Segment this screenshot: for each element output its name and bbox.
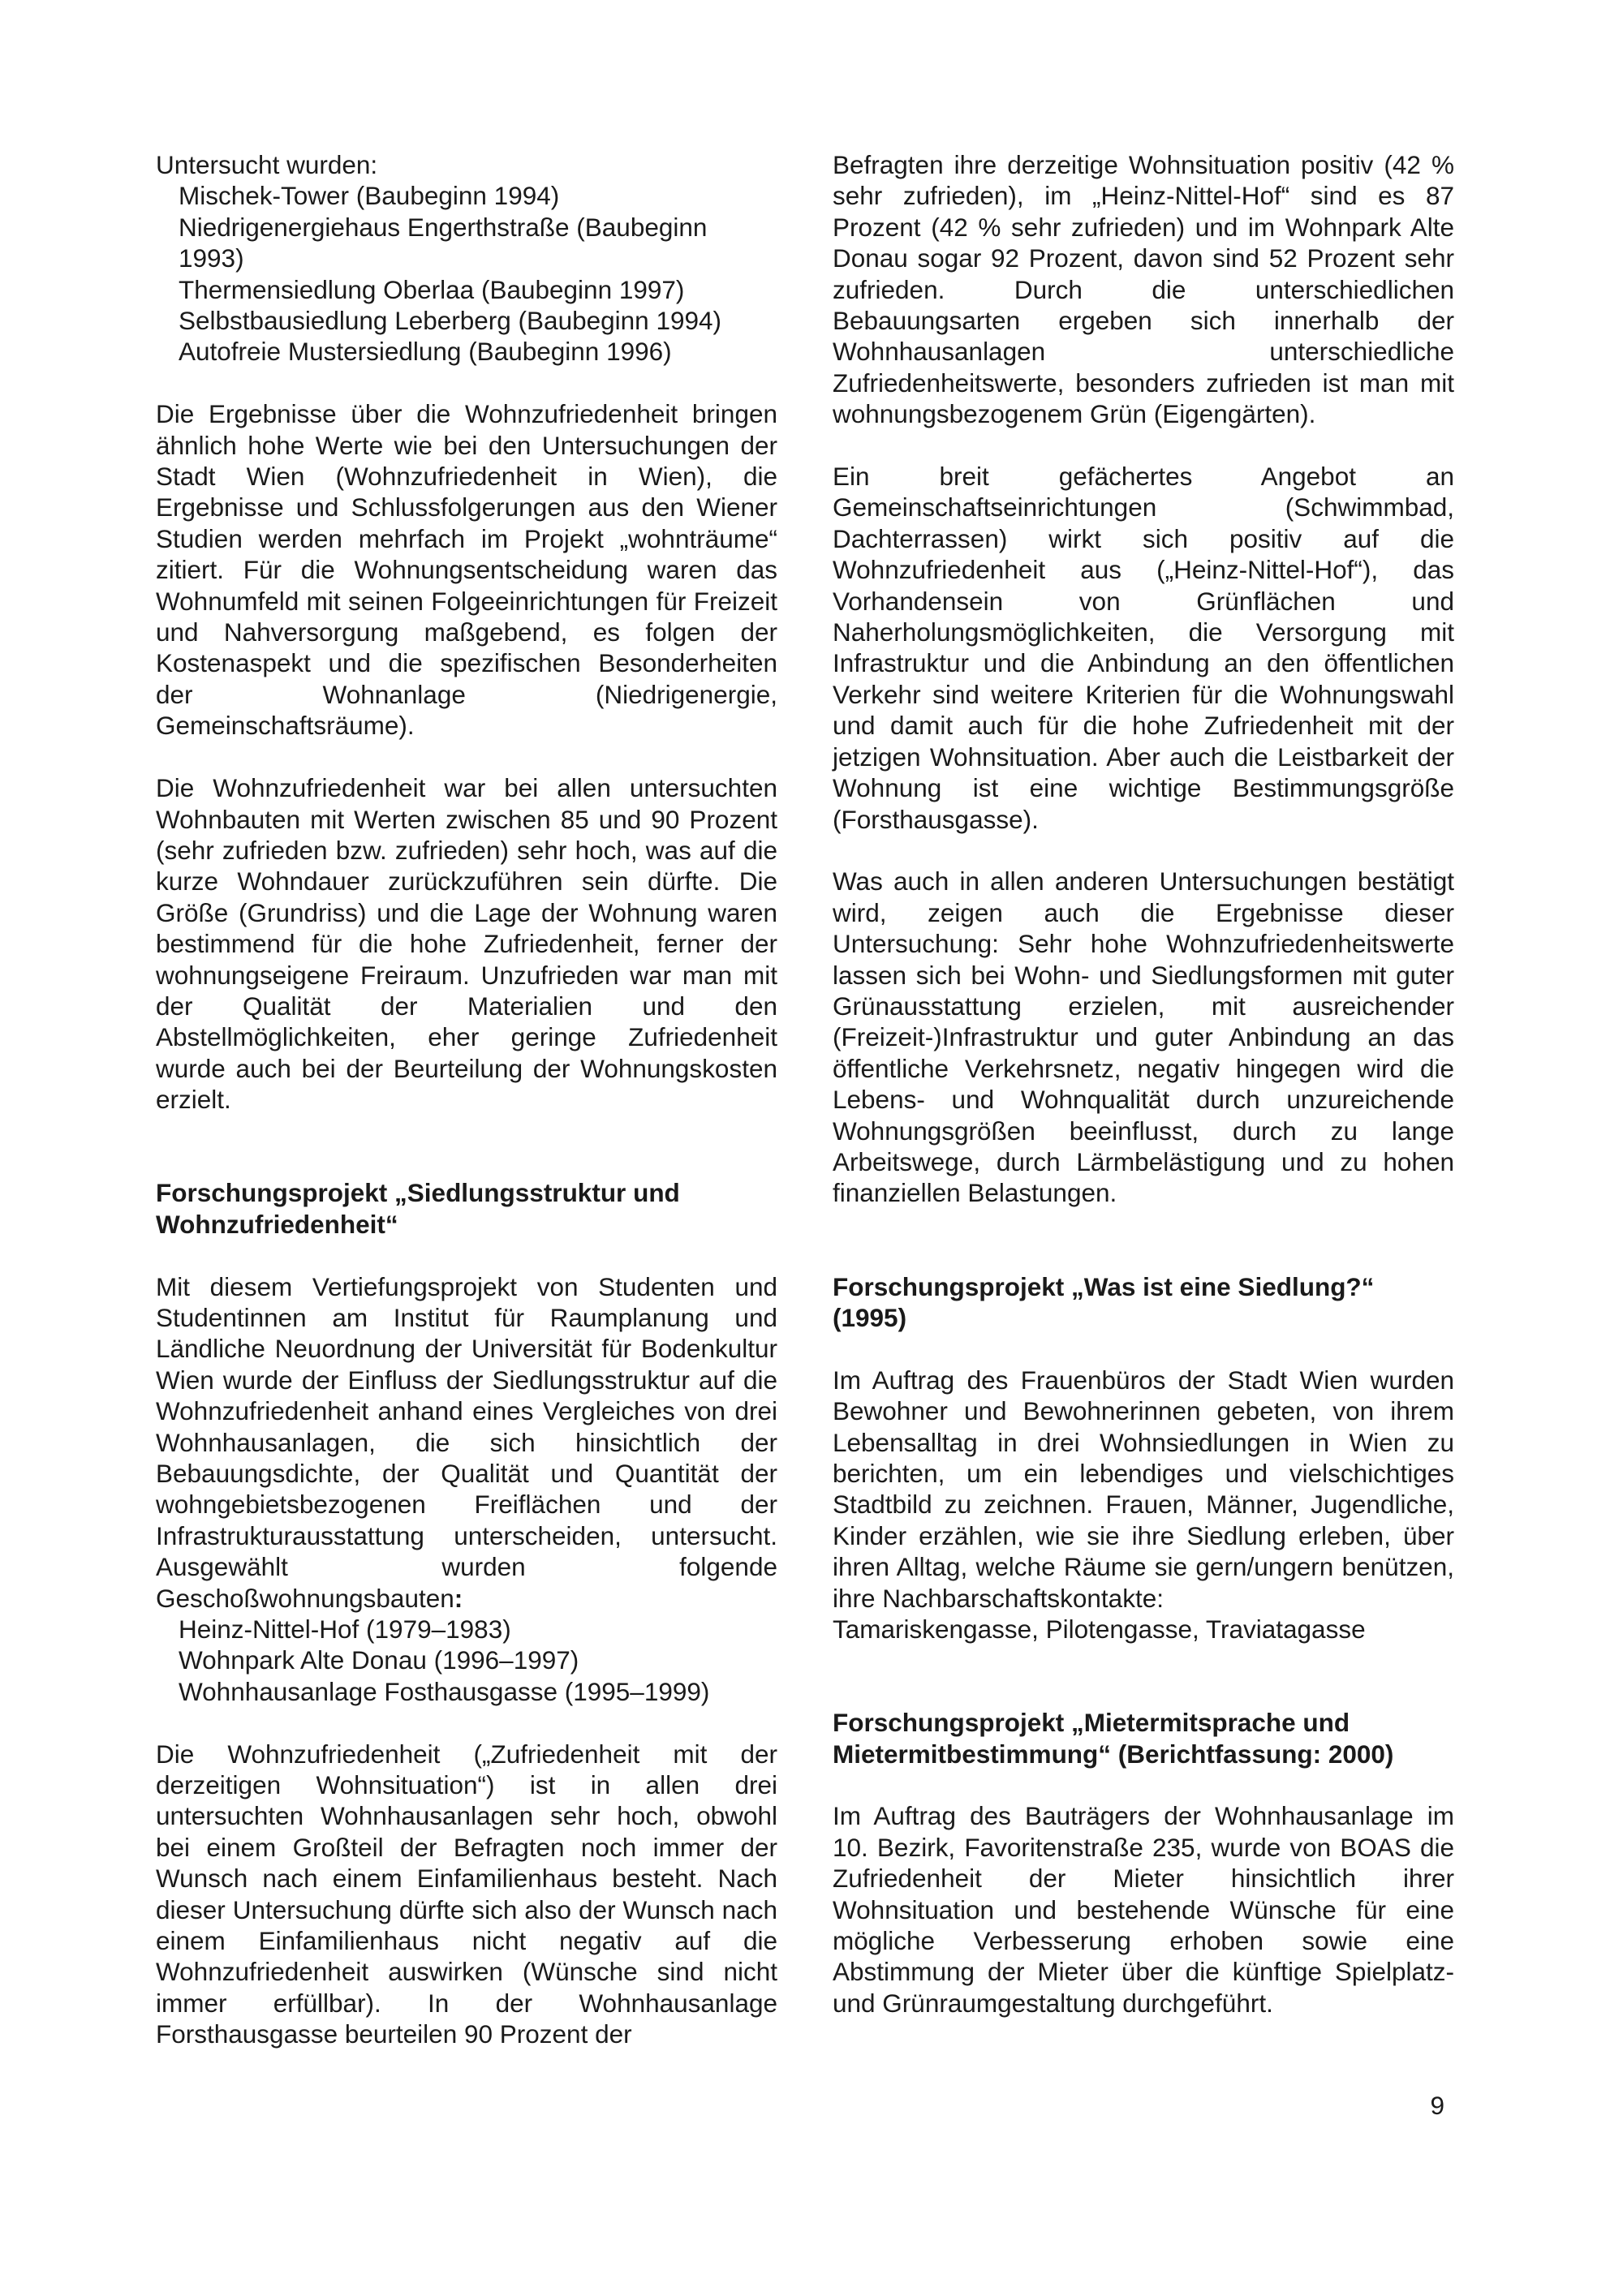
paragraph: Im Auftrag des Bauträgers der Wohnhausanlage im 10. Bezirk, Favoritenstraße 235, wurde von BOAS die Zufriedenheit der Mieter hinsichtlich ihrer Wohnsituation und bestehende Wünsche für eine mögliche Verbesserung erhoben sowie eine Abstimmung der Mieter über die künftige Spielplatz- und Grünraumgestaltung durchgeführt. (833, 1801, 1454, 2018)
list-item: Thermensiedlung Oberlaa (Baubeginn 1997) (179, 274, 685, 304)
paragraph (156, 1271, 777, 1614)
list-item: Selbstbausiedlung Leberberg (Baubeginn 1994) (179, 306, 722, 336)
paragraph: Die Wohnzufriedenheit („Zufriedenheit mit der derzeitigen Wohnsituation“) ist in allen drei untersuchten Wohnhausanlagen sehr hoch, obwohl bei einem Großteil der Befragten noch immer der Wunsch nach einem Einfamilienhaus besteht. Nach dieser Untersuchung dürfte sich also der Wunsch nach einem Einfamilienhaus nicht negativ auf die Wohnzufriedenheit auswirken (Wünsche sind nicht immer erfüllbar). In der Wohnhausanlage Forsthausgasse beurteilen 90 Prozent der (156, 1739, 777, 2049)
selected-buildings-list (156, 1614, 777, 1707)
paragraph: Befragten ihre derzeitige Wohnsituation positiv (42 % sehr zufrieden), im „Heinz-Nittel-Hof“ sind es 87 Prozent (42 % sehr zufrieden) und im Wohnpark Alte Donau sogar 92 Prozent, davon sind 52 Prozent sehr zufrieden. Durch die unterschiedlichen Bebauungsarten ergeben sich innerhalb der Wohnhausanlagen unterschiedliche Zufriedenheitswerte, besonders zufrieden ist man mit wohnungsbezogenem Grün (Eigengärten). (833, 150, 1454, 429)
spacer (833, 1240, 1454, 1271)
section-heading: Forschungsprojekt „Siedlungsstruktur und Wohnzufriedenheit“ (156, 1178, 680, 1239)
list-item: Wohnpark Alte Donau (1996–1997) (179, 1645, 579, 1675)
section-heading: Forschungsprojekt „Mietermitsprache und Mietermitbestimmung“ (Berichtfassung: 2000) (833, 1708, 1394, 1769)
list-item: Niedrigenergiehaus Engerthstraße (Baubeginn 1993) (179, 212, 708, 273)
spacer (833, 1676, 1454, 1707)
paragraph-text: Mit diesem Vertiefungsprojekt von Studenten und Studentinnen am Institut für Raumplanung und Ländliche Neuordnung der Universität für Bodenkultur Wien wurde der Einfluss der Siedlungsstruktur auf die Wohnzufriedenheit anhand eines Vergleiches von drei Wohnhausanlagen, die sich hinsichtlich der Bebauungsdichte, der Qualität und Quantität der wohngebietsbezogenen Freiflächen und der Infrastrukturausstattung unterscheiden, untersucht. Ausgewählt wurden folgende Geschoßwohnungsbauten (156, 1271, 777, 1613)
paragraph: Was auch in allen anderen Untersuchungen bestätigt wird, zeigen auch die Ergebnisse dieser Untersuchung: Sehr hohe Wohnzufriedenheitswerte lassen sich bei Wohn- und Siedlungsformen mit guter Grünausstattung erzielen, mit ausreichender (Freizeit-)Infrastruktur und guter Anbindung an das öffentliche Verkehrsnetz, negativ hingegen wird die Lebens- und Wohnqualität durch unzureichende Wohnungsgrößen beeinflusst, durch zu lange Arbeitswege, durch Lärmbelästigung und zu hohen finanziellen Belastungen. (833, 866, 1454, 1208)
spacer (156, 1146, 777, 1177)
section-heading: Forschungsprojekt „Was ist eine Siedlung?“ (1995) (833, 1271, 1375, 1332)
list-item: Wohnhausanlage Fosthausgasse (1995–1999) (179, 1676, 710, 1706)
right-column (833, 149, 1454, 2019)
left-column (156, 149, 777, 2050)
list-item: Mischek-Tower (Baubeginn 1994) (179, 181, 560, 211)
studied-projects-list (156, 180, 777, 367)
settlements-list: Tamariskengasse, Pilotengasse, Traviatagasse (833, 1615, 1366, 1645)
intro-lead: Untersucht wurden: (156, 150, 378, 179)
list-item: Autofreie Mustersiedlung (Baubeginn 1996) (179, 337, 672, 367)
paragraph: Im Auftrag des Frauenbüros der Stadt Wien wurden Bewohner und Bewohnerinnen gebeten, von ihrem Lebensalltag in drei Wohnsiedlungen in Wien zu berichten, um ein lebendiges und vielschichtiges Stadtbild zu zeichnen. Frauen, Männer, Jugendliche, Kinder erzählen, wie sie ihre Siedlung erleben, über ihren Alltag, welche Räume sie gern/ungern benützen, ihre Nachbarschaftskontakte: (833, 1365, 1454, 1613)
colon: : (454, 1583, 463, 1613)
paragraph: Ein breit gefächertes Angebot an Gemeinschaftseinrichtungen (Schwimmbad, Dachterrassen) wirkt sich positiv auf die Wohnzufriedenheit aus („Heinz-Nittel-Hof“), das Vorhandensein von Grünflächen und Naherholungsmöglichkeiten, die Versorgung mit Infrastruktur und die Anbindung an den öffentlichen Verkehr sind weitere Kriterien für die Wohnungswahl und damit auch für die hohe Zufriedenheit mit der jetzigen Wohnsituation. Aber auch die Leistbarkeit der Wohnung ist eine wichtige Bestimmungsgröße (Forsthausgasse). (833, 462, 1454, 834)
list-item: Heinz-Nittel-Hof (1979–1983) (179, 1615, 511, 1645)
page-number: 9 (1430, 2091, 1444, 2120)
paragraph: Die Ergebnisse über die Wohnzufriedenheit bringen ähnlich hohe Werte wie bei den Untersuchungen der Stadt Wien (Wohnzufriedenheit in Wien), die Ergebnisse und Schlussfolgerungen aus den Wiener Studien werden mehrfach im Projekt „wohnträume“ zitiert. Für die Wohnungsentscheidung waren das Wohnumfeld mit seinen Folgeeinrichtungen für Freizeit und Nahversorgung maßgebend, es folgen der Kostenaspekt und die spezifischen Besonderheiten der Wohnanlage (Niedrigenergie, Gemeinschaftsräume). (156, 399, 777, 741)
paragraph: Die Wohnzufriedenheit war bei allen untersuchten Wohnbauten mit Werten zwischen 85 und 90 Prozent (sehr zufrieden bzw. zufrieden) sehr hoch, was auf die kurze Wohndauer zurückzuführen sein dürfte. Die Größe (Grundriss) und die Lage der Wohnung waren bestimmend für die hohe Zufriedenheit, ferner der wohnungseigene Freiraum. Unzufrieden war man mit der Qualität der Materialien und den Abstellmöglichkeiten, eher geringe Zufriedenheit wurde auch bei der Beurteilung der Wohnungskosten erzielt. (156, 773, 777, 1115)
